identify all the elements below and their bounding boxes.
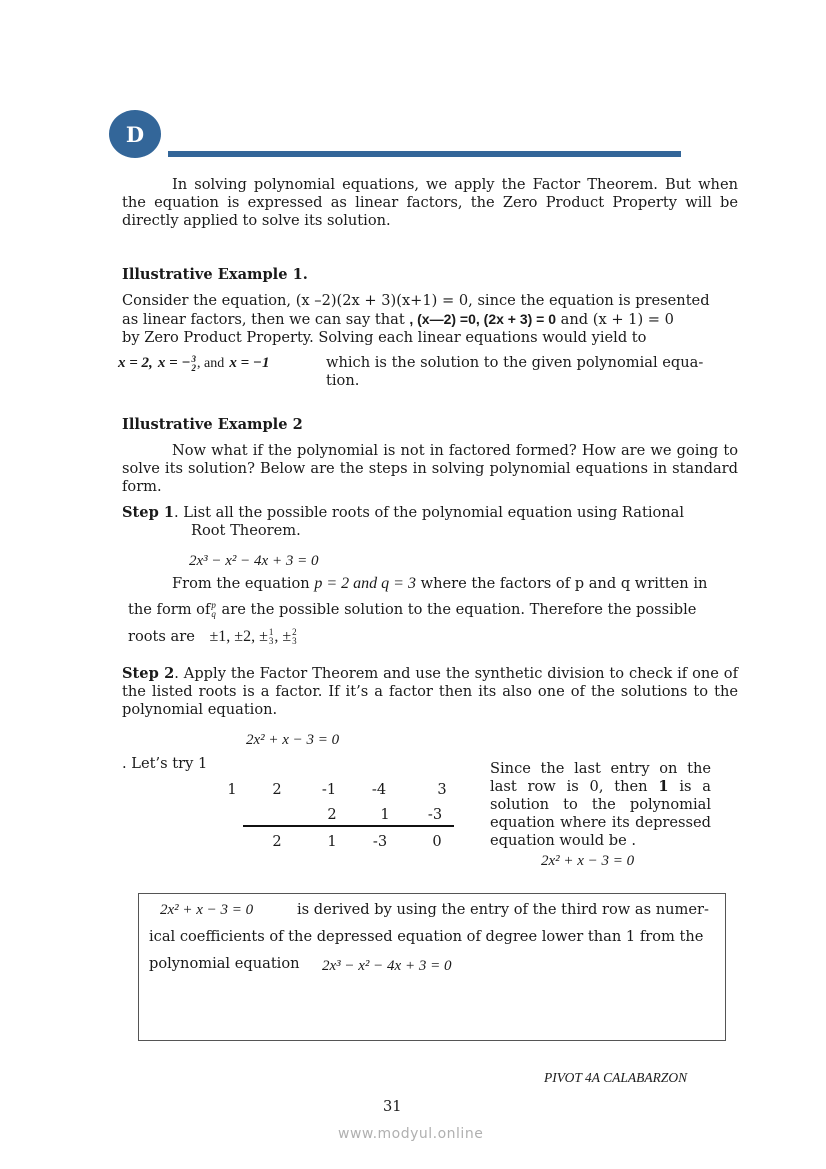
example1-solutions: x = 2, x = − 3 2 , and x = −1 xyxy=(118,353,270,373)
row3-cell: 2 xyxy=(272,833,282,850)
solution-x3: x = −1 xyxy=(229,355,270,371)
possible-roots: ±1, ±2, ± 1 3 , ± 2 3 xyxy=(209,627,297,647)
solution-x1: x = 2, xyxy=(118,355,153,371)
row1-cell: 2 xyxy=(272,781,282,798)
linear-factors-bold: , (x—2) =0, (2x + 3) = 0 xyxy=(409,311,557,327)
polynomial-equation: 2x³ − x² − 4x + 3 = 0 xyxy=(189,553,319,569)
row2-cell: 2 xyxy=(327,806,337,823)
example2-paragraph: Now what if the polynomial is not in factored formed? How are we going to solve its solution? Below are the steps in solving polynomial equations in standard form. xyxy=(122,442,738,495)
step2: Step 2. Apply the Factor Theorem and use the synthetic division to check if one of the listed roots is a factor. If it’s a factor then its also one of the solutions to the polynomial equation. xyxy=(122,665,738,718)
roots-line: roots are ±1, ±2, ± 1 3 , ± 2 3 xyxy=(128,627,297,647)
side-note-equation: 2x² + x − 3 = 0 xyxy=(541,853,635,869)
row3-cell: 1 xyxy=(327,833,337,850)
step1-label: Step 1 xyxy=(122,504,175,521)
page-number: 31 xyxy=(383,1098,402,1115)
section-letter: D xyxy=(125,121,145,147)
step1: Step 1. List all the possible roots of the polynomial equation using Rational Root Theorem. xyxy=(122,504,685,539)
row2-cell: 1 xyxy=(380,806,390,823)
from-equation-line: From the equation p = 2 and q = 3 where the factors of p and q written in xyxy=(172,575,708,592)
intro-paragraph: In solving polynomial equations, we apply the Factor Theorem. But when the equation is expressed as linear factors, the Zero Product Property will be directly applied to solve its solution. xyxy=(122,176,738,229)
example1-solution-tail: which is the solution to the given polynomial equa- tion. xyxy=(326,354,704,389)
row1-cell: -1 xyxy=(321,781,337,798)
box-equation1: 2x² + x − 3 = 0 xyxy=(160,902,254,918)
section-divider-bar xyxy=(168,151,681,157)
watermark: www.modyul.online xyxy=(338,1126,484,1142)
example2-heading: Illustrative Example 2 xyxy=(122,416,303,433)
example1-text xyxy=(122,292,742,347)
box-text2: ical coefficients of the depressed equation of degree lower than 1 from the xyxy=(149,928,704,945)
footer-region: PIVOT 4A CALABARZON xyxy=(544,1070,688,1085)
row3-cell: -3 xyxy=(372,833,388,850)
form-line: the form of p q are the possible solution to the equation. Therefore the possible xyxy=(128,600,697,619)
row2-cell: -3 xyxy=(427,806,443,823)
box-text3: polynomial equation xyxy=(149,955,300,972)
section-badge xyxy=(109,110,161,158)
side-note: Since the last entry on the last row is 0, then 1 is a solution to the polynomial equation where its depressed equation would be . xyxy=(490,760,711,849)
example1-line2: as linear factors, then we can say that , (x—2) =0, (2x + 3) = 0 and (x + 1) = 0 xyxy=(122,311,674,328)
lets-try: . Let’s try 1 xyxy=(122,755,208,772)
example1-heading: Illustrative Example 1. xyxy=(122,266,308,283)
box-text1: is derived by using the entry of the third row as numer- xyxy=(297,901,709,918)
row3-cell: 0 xyxy=(432,833,442,850)
row1-cell: 3 xyxy=(437,781,447,798)
pq-values: p = 2 and q = 3 xyxy=(314,575,416,592)
example1-line3: by Zero Product Property. Solving each linear equations would yield to xyxy=(122,329,647,346)
division-rule xyxy=(243,825,454,827)
row1-cell: -4 xyxy=(371,781,387,798)
step2-label: Step 2 xyxy=(122,665,175,682)
divisor: 1 xyxy=(227,781,237,798)
box-equation2: 2x³ − x² − 4x + 3 = 0 xyxy=(322,958,452,974)
solution-x2: x = − 3 2 xyxy=(157,353,197,373)
example1-line1: Consider the equation, (x –2)(2x + 3)(x+1) = 0, since the equation is presented xyxy=(122,292,710,309)
depressed-equation: 2x² + x − 3 = 0 xyxy=(246,732,340,748)
